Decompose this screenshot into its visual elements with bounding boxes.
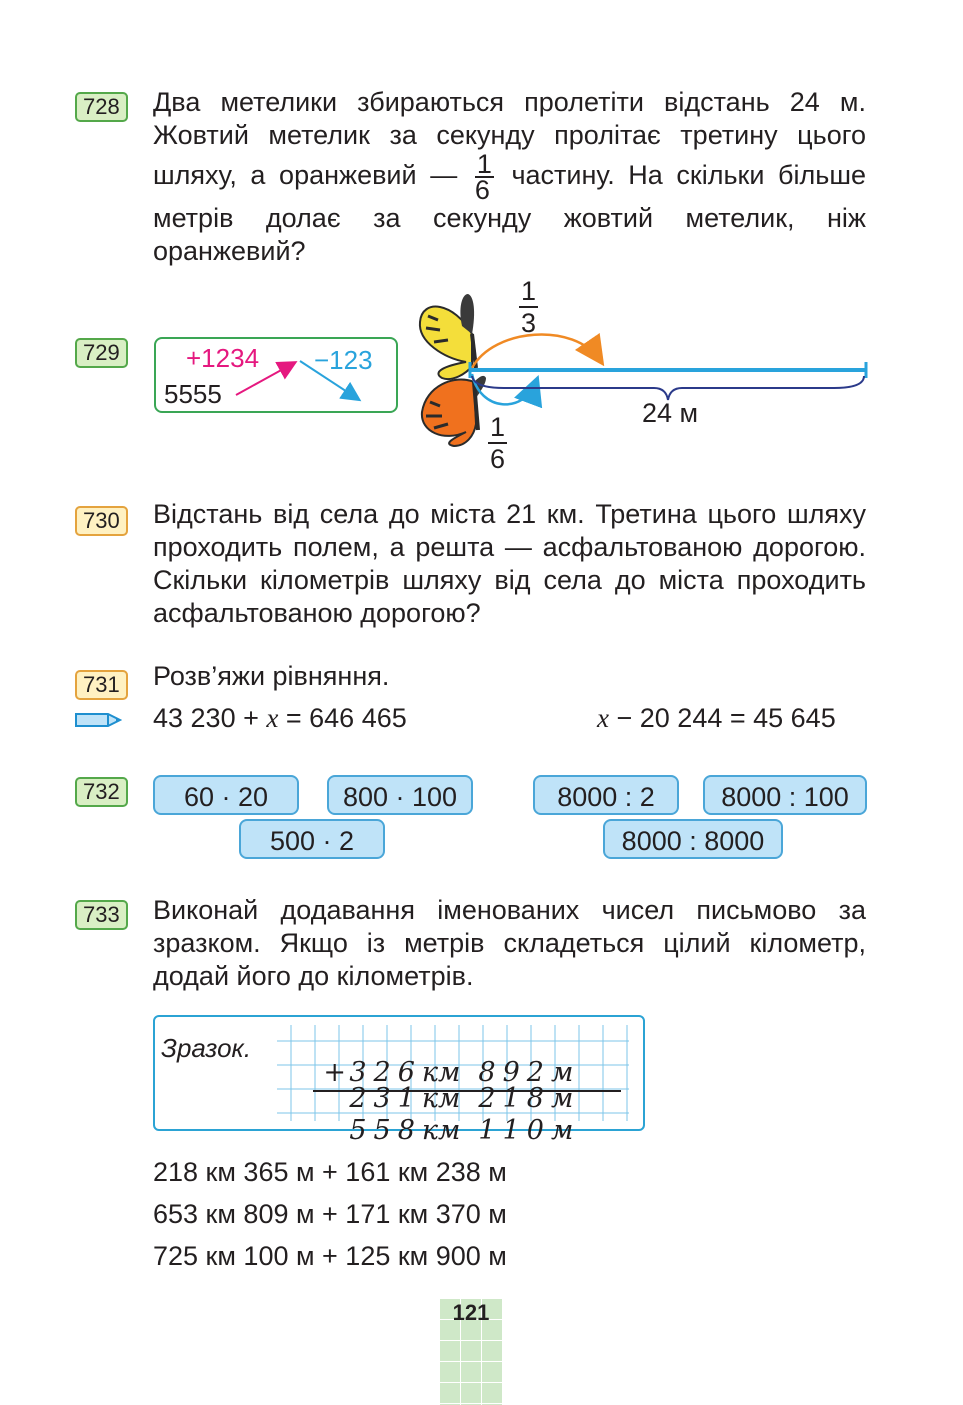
fraction-numerator: 1 (490, 412, 506, 442)
label-one-sixth (488, 412, 507, 474)
exercise-2: 653 км 809 м + 171 км 370 м (153, 1199, 507, 1229)
expression-card: 800 · 100 (327, 775, 473, 815)
task-number-730: 730 (75, 506, 128, 536)
sample-km-value: 558 (349, 1115, 422, 1146)
sample-m-unit: м (550, 1115, 574, 1146)
chain-plus: +1234 (186, 343, 260, 373)
length-brace (472, 376, 864, 400)
expression-card: 8000 : 100 (703, 775, 867, 815)
sample-km-unit: км (421, 1115, 461, 1146)
butterfly-diagram (414, 282, 874, 472)
task-733-text: Виконай додавання іменованих чисел письмово за зразком. Якщо із метрів складеться цілий кілометр, додай його до кілометрів. (153, 895, 866, 991)
fraction-numerator: 1 (521, 276, 537, 306)
task-number-728: 728 (75, 92, 128, 122)
fraction-numerator: 1 (476, 149, 492, 179)
sample-label: Зразок. (161, 1033, 252, 1063)
exercise-3: 725 км 100 м + 125 км 900 м (153, 1241, 507, 1271)
expression-card: 60 · 20 (153, 775, 299, 815)
expression-card: 8000 : 8000 (603, 819, 783, 859)
fraction-denominator: 6 (490, 444, 506, 474)
variable-x: x (266, 703, 279, 733)
sample-m-value: 110 (478, 1115, 551, 1146)
task-730-text: Відстань від села до міста 21 км. Третина цього шляху проходить полем, а решта — асфальтованою дорогою. Скільки кілометрів шляху від села до міста проходить асфальтованою дорогою? (153, 499, 866, 628)
sample-m-unit: м (550, 1057, 574, 1088)
fraction-denominator: 3 (521, 308, 537, 338)
task-728-text-part1: Два метелики збираються пролетіти відстань 24 м. Жовтий метелик за секунду пролітає третину цього шляху, а оранжевий — (153, 87, 866, 191)
chain-box (154, 337, 398, 413)
label-one-third (519, 276, 538, 338)
sample-m-value: 218 (478, 1083, 551, 1114)
chain-start: 5555 (164, 379, 222, 409)
label-length: 24 м (642, 398, 699, 428)
task-number-732: 732 (75, 777, 128, 807)
equation-2-right: − 20 244 = 45 645 (616, 703, 836, 733)
equation-1-left: 43 230 + (153, 703, 259, 733)
sample-m-value: 892 (478, 1057, 551, 1088)
fraction-denominator: 6 (474, 175, 490, 205)
task-731-title: Розв’яжи рівняння. (153, 661, 390, 691)
plus-sign: + (323, 1057, 346, 1088)
sample-km-unit: км (421, 1057, 461, 1088)
sample-km-value: 326 (349, 1057, 422, 1088)
yellow-butterfly-icon (420, 294, 476, 379)
pencil-icon (74, 710, 122, 730)
task-number-731: 731 (75, 670, 128, 700)
equation-2 (597, 702, 836, 735)
expression-card: 8000 : 2 (533, 775, 679, 815)
task-number-733: 733 (75, 900, 128, 930)
chain-minus: −123 (314, 345, 373, 375)
equation-1 (153, 702, 407, 735)
fraction-one-sixth (474, 149, 494, 205)
one-third-arc (472, 335, 600, 368)
variable-x: x (597, 703, 609, 733)
exercise-1: 218 км 365 м + 161 км 238 м (153, 1157, 507, 1187)
task-728-text (153, 86, 866, 268)
sample-km-value: 231 (349, 1083, 422, 1114)
sample-km-unit: км (421, 1083, 461, 1114)
task-728-text-part2: частину. На скільки більше метрів долає за секунду жовтий метелик, ніж оранжевий? (153, 160, 866, 266)
task-number-729: 729 (75, 338, 128, 368)
sample-box (153, 1015, 645, 1146)
page-number: 121 (452, 1300, 490, 1325)
page-number-tab (439, 1298, 503, 1405)
sample-m-unit: м (550, 1083, 574, 1114)
expression-card: 500 · 2 (239, 819, 385, 859)
equation-1-right: = 646 465 (285, 703, 407, 733)
